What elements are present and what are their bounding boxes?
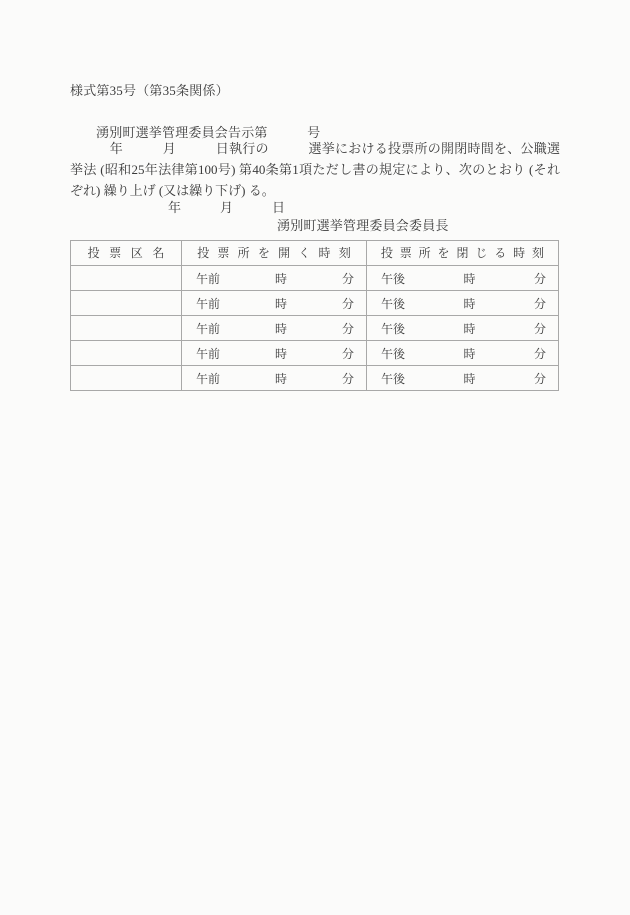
poll-open-time-cell[interactable]	[182, 341, 367, 366]
header-char: を	[437, 246, 450, 260]
header-char: を	[257, 246, 270, 260]
hour-label: 時	[274, 346, 287, 361]
ampm-label: 午前	[196, 296, 221, 311]
minute-label: 分	[341, 371, 354, 386]
header-label	[182, 241, 366, 265]
hour-label: 時	[463, 371, 476, 386]
header-cell-poll-close-time	[367, 241, 559, 266]
poll-close-time-cell[interactable]	[367, 291, 559, 316]
poll-open-time-cell[interactable]	[182, 266, 367, 291]
district-name-cell[interactable]	[71, 341, 182, 366]
minute-label: 分	[533, 296, 546, 311]
district-name-value	[71, 366, 181, 390]
ampm-label: 午前	[196, 371, 221, 386]
time-fields	[182, 366, 366, 390]
poll-open-time-cell[interactable]	[182, 316, 367, 341]
hour-label: 時	[463, 346, 476, 361]
header-label	[71, 241, 181, 265]
header-char: る	[494, 246, 507, 260]
ampm-label: 午後	[381, 271, 406, 286]
paragraph-indent	[70, 141, 110, 156]
hour-label: 時	[274, 296, 287, 311]
time-fields	[182, 341, 366, 365]
district-name-cell[interactable]	[71, 291, 182, 316]
hour-label: 時	[274, 321, 287, 336]
signature-line: 湧別町選挙管理委員会委員長	[277, 218, 449, 233]
minute-label: 分	[341, 346, 354, 361]
header-char: 時	[318, 246, 331, 260]
table-row	[71, 266, 559, 291]
ampm-label: 午後	[381, 346, 406, 361]
time-fields	[182, 316, 366, 340]
header-char: 投	[87, 246, 100, 260]
district-name-cell[interactable]	[71, 266, 182, 291]
poll-close-time-cell[interactable]	[367, 341, 559, 366]
hour-label: 時	[463, 321, 476, 336]
poll-close-time-cell[interactable]	[367, 316, 559, 341]
minute-label: 分	[341, 321, 354, 336]
minute-label: 分	[341, 296, 354, 311]
header-char: 名	[152, 246, 165, 260]
header-cell-poll-open-time	[182, 241, 367, 266]
time-fields	[182, 266, 366, 290]
date-line: 年 月 日	[168, 200, 286, 215]
ampm-label: 午前	[196, 346, 221, 361]
minute-label: 分	[341, 271, 354, 286]
header-char: 票	[217, 246, 230, 260]
district-name-cell[interactable]	[71, 366, 182, 391]
district-name-cell[interactable]	[71, 316, 182, 341]
minute-label: 分	[533, 346, 546, 361]
table-row	[71, 366, 559, 391]
ampm-label: 午後	[381, 321, 406, 336]
minute-label: 分	[533, 321, 546, 336]
ampm-label: 午前	[196, 321, 221, 336]
hour-label: 時	[463, 271, 476, 286]
header-char: 開	[278, 246, 291, 260]
header-char: 所	[418, 246, 431, 260]
district-name-value	[71, 341, 181, 365]
hour-label: 時	[463, 296, 476, 311]
header-char: 所	[237, 246, 250, 260]
header-char: く	[298, 246, 311, 260]
table-body	[71, 241, 559, 391]
minute-label: 分	[533, 271, 546, 286]
header-char: 区	[130, 246, 143, 260]
header-char: 投	[197, 246, 210, 260]
body-paragraph	[70, 138, 560, 201]
poll-hours-table	[70, 240, 559, 391]
poll-close-time-cell[interactable]	[367, 366, 559, 391]
header-char: 刻	[338, 246, 351, 260]
poll-open-time-cell[interactable]	[182, 291, 367, 316]
form-number-heading: 様式第35号（第35条関係）	[70, 83, 229, 98]
ampm-label: 午後	[381, 296, 406, 311]
header-char: 時	[513, 246, 526, 260]
header-label	[367, 241, 558, 265]
header-char: じ	[475, 246, 488, 260]
ampm-label: 午後	[381, 371, 406, 386]
district-name-value	[71, 266, 181, 290]
district-name-value	[71, 316, 181, 340]
ampm-label: 午前	[196, 271, 221, 286]
table-row	[71, 316, 559, 341]
time-fields	[367, 291, 558, 315]
table-row	[71, 291, 559, 316]
time-fields	[367, 316, 558, 340]
header-char: 刻	[532, 246, 545, 260]
header-char: 票	[109, 246, 122, 260]
header-cell-voting-district-name	[71, 241, 182, 266]
schedule-table-wrapper	[70, 240, 558, 391]
poll-close-time-cell[interactable]	[367, 266, 559, 291]
time-fields	[367, 341, 558, 365]
minute-label: 分	[533, 371, 546, 386]
time-fields	[182, 291, 366, 315]
hour-label: 時	[274, 271, 287, 286]
table-header-row	[71, 241, 559, 266]
table-row	[71, 341, 559, 366]
paragraph-text: 年 月 日執行の 選挙における投票所の開閉時間を、公職選挙法 (昭和25年法律第100号) 第40条第1項ただし書の規定により、次のとおり (それぞれ) 繰り上げ (又は繰り下げ) る。	[70, 141, 560, 198]
notice-number-line: 湧別町選挙管理委員会告示第 号	[96, 125, 321, 140]
hour-label: 時	[274, 371, 287, 386]
header-char: 投	[380, 246, 393, 260]
header-char: 票	[399, 246, 412, 260]
time-fields	[367, 366, 558, 390]
poll-open-time-cell[interactable]	[182, 366, 367, 391]
header-char: 閉	[456, 246, 469, 260]
time-fields	[367, 266, 558, 290]
district-name-value	[71, 291, 181, 315]
